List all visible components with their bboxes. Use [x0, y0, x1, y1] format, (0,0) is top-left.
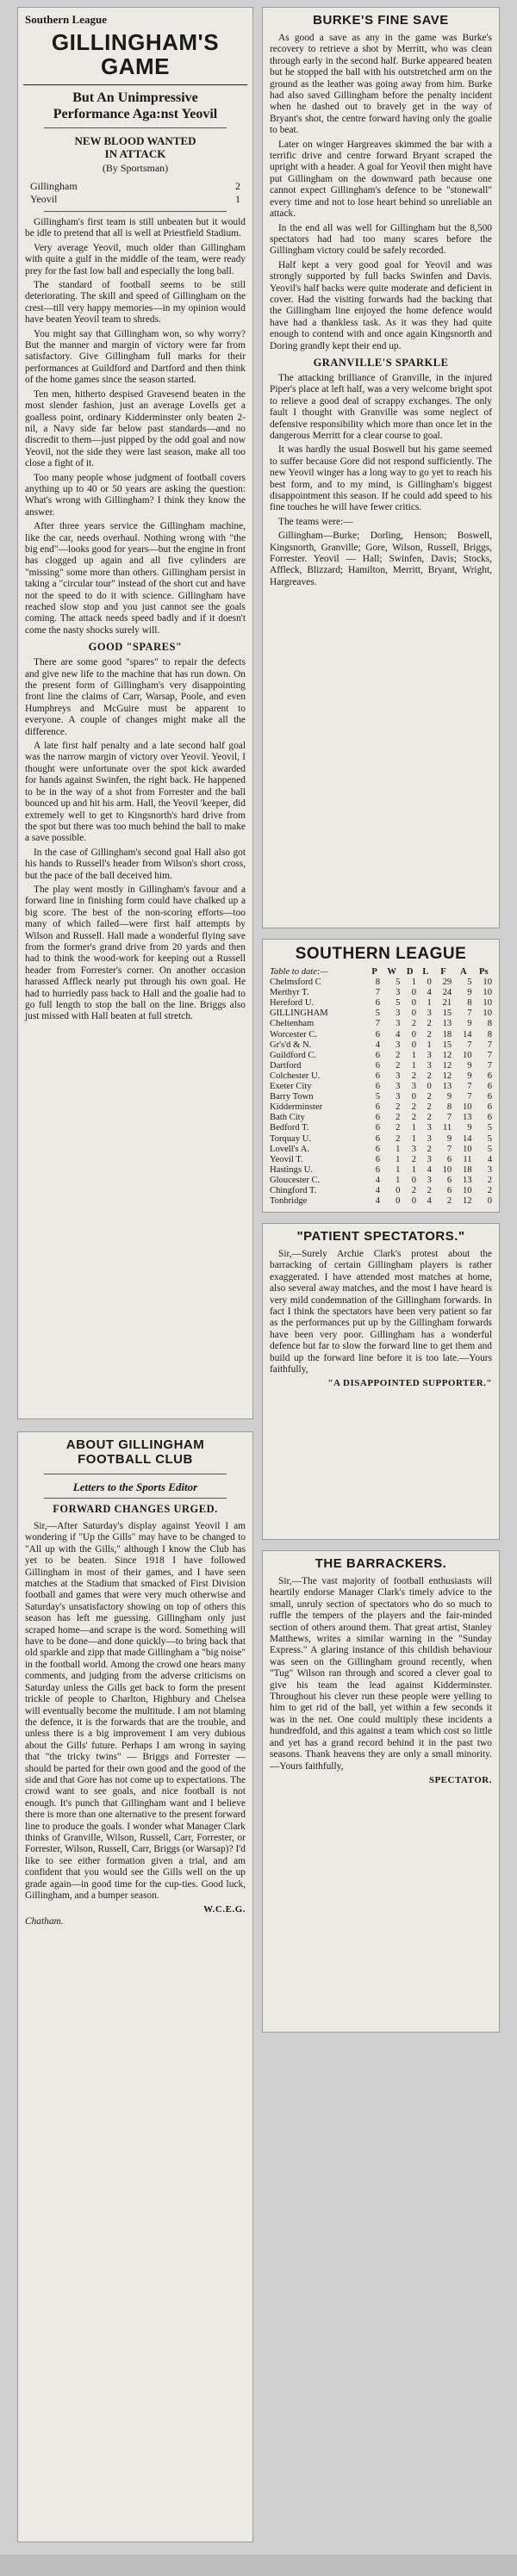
stat-cell: 6 [487, 1102, 492, 1113]
stat-cell: 1 [396, 1164, 401, 1175]
section-heading: GOOD "SPARES" [88, 641, 183, 654]
stat-cell: 3 [427, 1009, 432, 1019]
stat-cell: 1 [411, 1123, 417, 1133]
team-name: Colchester U. [270, 1071, 321, 1081]
stat-cell: 4 [487, 1154, 492, 1164]
stat-cell: 3 [411, 1144, 417, 1154]
stat-cell: 5 [396, 978, 401, 988]
stat-cell: 10 [462, 1144, 472, 1154]
score-row: Yeovil 1 [30, 193, 240, 205]
stat-cell: 5 [487, 1144, 492, 1154]
signature: SPECTATOR. [428, 1774, 492, 1785]
stat-cell: 7 [467, 1009, 472, 1019]
stat-cell: 5 [396, 998, 401, 1009]
col-header: D [406, 967, 414, 977]
league-row [268, 1145, 494, 1155]
letter-body [263, 1574, 499, 1791]
stat-cell: 13 [462, 1113, 472, 1123]
stat-cell: 6 [375, 1123, 380, 1133]
stat-cell: 4 [396, 1029, 401, 1040]
stat-cell: 2 [396, 1102, 401, 1113]
stat-cell: 6 [375, 1082, 380, 1092]
clipping-burkes-fine-save [262, 7, 500, 928]
paragraph: The play went mostly in Gillingham's favour and a forward line in finishing form could have chalked up a big score. The best of the non-scoring efforts—too many of which failed—were first half attempts by Wilson and Russell. Hall made a wonderful flying save from the former's grand drive from 20 yards and then had to think the wood-work for keeping out a Russell header from Forrester's corner. On another occasion harassed Affleck nearly put through his own goal. He had to hurriedly pass back to Hall and the goalie had to go full length to stop the ball on the line. Briggs also just missed with Hall beaten at full stretch. [25, 884, 246, 1022]
paragraph: As good a save as any in the game was Burke's recovery to retrieve a shot by Merritt, who was clean through early in the second half. Burke appeared beaten but he stopped the ball with his outstretched arm on the ground as the leather was going away from him. Burke had also saved Gillingham before the penalty incident when he dashed out to bravely get in the way of Bryant's shot, the centre forward having only the goalie to beat. [270, 33, 492, 136]
stat-cell: 2 [446, 1196, 452, 1207]
stat-cell: 6 [375, 1133, 380, 1144]
paragraph: You might say that Gillingham won, so why worry? But the manner and margin of victory were far from satisfactory. Give Gillingham full marks for their performances at Guildford and Dartford and then think of the home games since the season started. [25, 328, 246, 386]
team-name: Cheltenham [270, 1019, 315, 1029]
stat-cell: 5 [467, 978, 472, 988]
teams-lineup: Gillingham—Burke; Dorling, Henson; Boswell, Kingsnorth, Granville; Gore, Wilson, Russell, Briggs, Forrester. Yeovil — Hall; Swinfen, Davis; Stocks, Affleck, Blizzard; Hamilton, Merritt, Bryant, Wright, Hargreaves. [270, 531, 492, 587]
stat-cell: 3 [427, 1060, 432, 1071]
paragraph: Sir,—The vast majority of football enthusiasts will heartily endorse Manager Clark's timely advice to the small, unruly section of spectators who do so much to ruffle the tempers of the players and the fair-minded section of others around them. That great artist, Stanley Matthews, writes a similar warning in the "Sunday Express." A glaring instance of this childish behaviour was seen on the Gillingham ground recently, when "Tug" Wilson ran through and scored a clever goal to give his team the lead against Kidderminster. Throughout his clever run these people were yelling to him to get rid of the ball, yet within a few seconds it was in the net. One could multiply these incidents a hundredfold, and this against a team which cost so little and yet has a grand record behind it in the past two seasons. Thank heavens they are only a small minority.—Yours faithfully, [270, 1576, 492, 1772]
stat-cell: 7 [446, 1113, 452, 1123]
score-box [18, 178, 252, 208]
stat-cell: 3 [487, 1164, 492, 1175]
letter-body [263, 1247, 499, 1394]
section-heading: FORWARD CHANGES URGED. [53, 1503, 218, 1515]
paragraph: Ten men, hitherto despised Gravesend beaten in the most slender fashion, just an average Lovells get a goalless point, ordinary Kidderminster only beaten 2-nil, a Navy side far below past standards—and no discredit to them—just pipped by the odd goal and now Yeovil, not the side they were last season, make all too close a fight of it. [25, 388, 246, 469]
stat-cell: 3 [396, 1040, 401, 1050]
stat-cell: 5 [375, 1009, 380, 1019]
team-name: Tonbridge [270, 1196, 308, 1207]
stat-cell: 6 [375, 1102, 380, 1113]
stat-cell: 7 [467, 1040, 472, 1050]
league-table-wrap [263, 967, 499, 1207]
headline: GILLINGHAM'S GAME [51, 29, 220, 79]
stat-cell: 6 [487, 1113, 492, 1123]
stat-cell: 2 [487, 1185, 492, 1195]
stat-cell: 1 [427, 998, 432, 1009]
clipping-patient-spectators [262, 1223, 500, 1540]
stat-cell: 10 [462, 1050, 472, 1060]
stat-cell: 1 [411, 1050, 417, 1060]
stat-cell: 10 [483, 998, 492, 1009]
league-row [268, 1009, 494, 1019]
stat-cell: 3 [396, 1082, 401, 1092]
stat-cell: 1 [427, 1040, 432, 1050]
paragraph: A late first half penalty and a late second half goal was the narrow margin of victory over Yeovil. Yeovil, I thought were unfortunate over the spot kick awarded for hands against Swinfen, the right back. He happened to be in the way of a shot from Forrester and the ball bounced up and hit his arm. Hall, the Yeovil 'keeper, did extremely well to get to Kingsnorth's hard drive from the spot but there was too much behind the ball to make a save possible. [25, 741, 246, 844]
stat-cell: 2 [427, 1092, 432, 1102]
stat-cell: 4 [427, 1164, 432, 1175]
stat-cell: 6 [375, 1029, 380, 1040]
stat-cell: 3 [396, 1019, 401, 1029]
team-name: Chingford T. [270, 1185, 317, 1195]
paragraph: It was hardly the usual Boswell but his game seemed to suffer because Gore did not respond sufficiently. The new Yeovil winger has a long way to go yet to reach his best form, and to my mind, is Gillingham's biggest disappointment this season. If he could add speed to his fine touches he will have fewer critics. [270, 444, 492, 513]
stat-cell: 0 [411, 1029, 417, 1040]
divider [44, 1498, 227, 1499]
stat-cell: 0 [411, 1009, 417, 1019]
stat-cell: 4 [375, 1196, 380, 1207]
teams-heading: The teams were:— [278, 516, 353, 527]
stat-cell: 6 [375, 998, 380, 1009]
col-header: F [440, 967, 446, 977]
stat-cell: 6 [446, 1185, 452, 1195]
stat-cell: 7 [487, 1060, 492, 1071]
stat-cell: 3 [396, 988, 401, 998]
stat-cell: 0 [427, 978, 432, 988]
article-body [18, 215, 252, 1031]
stat-cell: 3 [396, 1009, 401, 1019]
sub-deck: NEW BLOOD WANTED IN ATTACK [74, 134, 196, 160]
stat-cell: 18 [442, 1029, 452, 1040]
team-name: Torquay U. [270, 1133, 312, 1144]
paragraph: Very average Yeovil, much older than Gillingham with quite a gulf in the middle of the team, were ready prey for the fast low ball and especially the long ball. [25, 242, 246, 276]
stat-cell: 2 [427, 1144, 432, 1154]
league-row [268, 978, 494, 988]
team-name: Chelmsford C [270, 978, 321, 988]
team-name: GILLINGHAM [270, 1009, 328, 1019]
stat-cell: 1 [396, 1144, 401, 1154]
stat-cell: 10 [483, 988, 492, 998]
stat-cell: 10 [462, 1185, 472, 1195]
place: Chatham. [25, 1916, 64, 1927]
stat-cell: 2 [411, 1185, 417, 1195]
kicker: Southern League [25, 13, 107, 26]
stat-cell: 3 [427, 1154, 432, 1164]
signature: W.C.E.G. [203, 1904, 246, 1915]
stat-cell: 3 [427, 1133, 432, 1144]
team-name: Kidderminster [270, 1102, 323, 1113]
stat-cell: 2 [427, 1071, 432, 1081]
stat-cell: 0 [411, 1196, 417, 1207]
league-row [268, 1051, 494, 1061]
stat-cell: 3 [427, 1175, 432, 1185]
team-name: Hastings U. [270, 1164, 314, 1175]
stat-cell: 3 [396, 1092, 401, 1102]
stat-cell: 15 [442, 1009, 452, 1019]
paragraph: Sir,—After Saturday's display against Yeovil I am wondering if "Up the Gills" may have to be changed to "All up with the Gills," although I know the Club has yet to be beaten. Since 1918 I have followed Gillingham in most of their games, and I have seen matches at the Stadium that smacked of First Division football and games that were very much otherwise and Saturday's unsatisfactory showing on top of others this season has left me guessing. Gillingham only just scraped home—and scrape is the word. Something will have to be done—and done quickly—to bring back that old sparkle and zipp that made Gillingham a "big noise" in the football world. Among the crowd one hears many comments, and judging from the adverse criticisms on Saturday unless the Gills get back to form the present trickle of people to Charlton, Highbury and Chelsea will eventually become the multitude. I am not blaming the defence, it is the forwards that are the trouble, and unless there is a big improvement I am very dubious about the Gills' future. Perhaps I am wrong in saying that "the tricky twins" — Briggs and Forrester — should be parted for their own good and the good of the side and that Gore has not come up to expectations. The crowd want to see goals, and nice football is not enough. It's punch that Gillingham want and I believe there is more than one alternative to the present forward line to produce the goals. I wonder what Manager Clark thinks of Granville, Wilson, Russell, Carr, Forrester, or Forrester, Wilson, Russell, Carr, Briggs (or Warsap)? I'd like to see either formation given a trial, and am confident that you would see the Gills well on the up grade again—in good time for the cup-ties. Good luck, Gillingham, and a bumper season. [25, 1521, 246, 1901]
stat-cell: 11 [442, 1123, 452, 1133]
league-row [268, 1186, 494, 1196]
stat-cell: 1 [396, 1175, 401, 1185]
stat-cell: 0 [396, 1185, 401, 1195]
col-header: W [387, 967, 396, 977]
stat-cell: 6 [487, 1082, 492, 1092]
stat-cell: 10 [462, 1102, 472, 1113]
stat-cell: 2 [427, 1029, 432, 1040]
stat-cell: 2 [487, 1175, 492, 1185]
stat-cell: 9 [446, 1133, 452, 1144]
league-row [268, 1019, 494, 1029]
team-name: Lovell's A. [270, 1144, 310, 1154]
team-name: Hereford U. [270, 998, 315, 1009]
signature: "A DISAPPOINTED SUPPORTER." [327, 1378, 492, 1389]
stat-cell: 9 [467, 1071, 472, 1081]
stat-cell: 3 [411, 1082, 417, 1092]
stat-cell: 3 [396, 1071, 401, 1081]
league-row [268, 998, 494, 1009]
team-name: Guildford C. [270, 1050, 317, 1060]
article-body [263, 31, 499, 596]
stat-cell: 12 [442, 1071, 452, 1081]
letter-heading: "PATIENT SPECTATORS." [296, 1229, 465, 1244]
league-row [268, 1165, 494, 1176]
stat-cell: 0 [411, 1092, 417, 1102]
stat-cell: 1 [396, 1154, 401, 1164]
col-header: P [371, 967, 377, 977]
league-subtitle: Table to date:— [270, 967, 328, 977]
stat-cell: 6 [487, 1092, 492, 1102]
league-row [268, 1092, 494, 1102]
stat-cell: 6 [375, 1164, 380, 1175]
stat-cell: 3 [427, 1123, 432, 1133]
team-name: Barry Town [270, 1092, 314, 1102]
stat-cell: 6 [375, 1154, 380, 1164]
stat-cell: 6 [375, 1060, 380, 1071]
clipping-southern-league-table [262, 939, 500, 1213]
col-header: Ps [478, 967, 489, 977]
stat-cell: 5 [375, 1092, 380, 1102]
paragraph: After three years service the Gillingham machine, like the car, needs overhaul. Nothing wrong with "the big end"—looks good for years—but the engine in front has clogged up again and all five cylinders are "missing" some more than others. Gillingham persist in taking a "circular tour" instead of the short cut and have not the speed to do it with science. Gillingham have reached slow stop and you just cannot see the goals coming. The attack needs speed badly and if it doesn't come the nasty shocks surely will. [25, 521, 246, 636]
stat-cell: 6 [375, 1050, 380, 1060]
league-row [268, 1134, 494, 1145]
clipping-the-barrackers [262, 1550, 500, 2033]
paragraph: The attacking brilliance of Granville, in the injured Piper's place at left half, was a very welcome bright spot to relieve a good deal of scrappy exchanges. The only fault I thought with Granville was some neglect of defensive responsibility which more than once let in the dangerous Merritt for a clear course to goal. [270, 372, 492, 441]
stat-cell: 0 [411, 1175, 417, 1185]
divider [23, 84, 247, 85]
stat-cell: 2 [427, 1185, 432, 1195]
stat-cell: 8 [487, 1029, 492, 1040]
stat-cell: 2 [411, 1113, 417, 1123]
divider [44, 211, 227, 212]
stat-cell: 24 [442, 988, 452, 998]
paragraph: Too many people whose judgment of football covers anything up to 40 or 50 years are asking the question: What's wrong with Gillingham? I think they know the answer. [25, 472, 246, 518]
stat-cell: 5 [487, 1133, 492, 1144]
stat-cell: 9 [467, 1060, 472, 1071]
stat-cell: 18 [462, 1164, 472, 1175]
byline: (By Sportsman) [102, 162, 169, 174]
league-title: SOUTHERN LEAGUE [295, 945, 467, 963]
paragraph: The standard of football seems to be still deteriorating. The skill and speed of Gillingham on the crest—till very happy memories—in my opinion would have beaten Yeovil team to shreds. [25, 280, 246, 326]
stat-cell: 8 [487, 1019, 492, 1029]
paragraph: There are some good "spares" to repair the defects and give new life to the machine that has run down. On the present form of Gillingham's very disappointing front line the claims of Carr, Warsap, Poole, and even Humphreys and McGuire must be apparent to everyone. A couple of changes might make all the difference. [25, 657, 246, 737]
stat-cell: 5 [487, 1123, 492, 1133]
stat-cell: 13 [442, 1082, 452, 1092]
league-header-row [268, 967, 494, 978]
deck: Letters to the Sports Editor [72, 1480, 198, 1493]
team-name: Yeovil T. [270, 1154, 303, 1164]
paragraph: In the end all was well for Gillingham but the 8,500 spectators had had too many scares before the Gillingham victory could be safely recorded. [270, 222, 492, 257]
league-row [268, 1040, 494, 1051]
stat-cell: 7 [487, 1040, 492, 1050]
stat-cell: 2 [396, 1050, 401, 1060]
stat-cell: 12 [442, 1060, 452, 1071]
stat-cell: 6 [446, 1175, 452, 1185]
stat-cell: 10 [483, 978, 492, 988]
stat-cell: 14 [462, 1029, 472, 1040]
stat-cell: 0 [411, 988, 417, 998]
stat-cell: 14 [462, 1133, 472, 1144]
stat-cell: 2 [427, 1019, 432, 1029]
stat-cell: 15 [442, 1040, 452, 1050]
team-name: Bedford T. [270, 1123, 309, 1133]
stat-cell: 0 [487, 1196, 492, 1207]
stat-cell: 10 [442, 1164, 452, 1175]
stat-cell: 13 [442, 1019, 452, 1029]
league-table [268, 967, 494, 1207]
stat-cell: 11 [463, 1154, 472, 1164]
stat-cell: 2 [411, 1071, 417, 1081]
team-name: Gloucester C. [270, 1175, 321, 1185]
stat-cell: 7 [375, 1019, 380, 1029]
stat-cell: 7 [446, 1144, 452, 1154]
stat-cell: 6 [487, 1071, 492, 1081]
league-row [268, 1155, 494, 1165]
stat-cell: 0 [427, 1082, 432, 1092]
clipping-gillinghams-game [17, 7, 253, 1419]
stat-cell: 2 [411, 1102, 417, 1113]
stat-cell: 7 [375, 988, 380, 998]
team-name: Worcester C. [270, 1029, 318, 1040]
stat-cell: 2 [396, 1113, 401, 1123]
paragraph: Gillingham's first team is still unbeaten but it would be idle to pretend that all is well at Priestfield Stadium. [25, 217, 246, 239]
league-row [268, 1113, 494, 1123]
stat-cell: 2 [411, 1154, 417, 1164]
stat-cell: 9 [467, 1019, 472, 1029]
stat-cell: 4 [375, 1175, 380, 1185]
col-header: L [422, 967, 429, 977]
league-row [268, 1030, 494, 1040]
stat-cell: 2 [396, 1133, 401, 1144]
section-heading: GRANVILLE'S SPARKLE [313, 356, 449, 369]
league-row [268, 1102, 494, 1113]
league-row [268, 1061, 494, 1071]
stat-cell: 6 [375, 1071, 380, 1081]
stat-cell: 4 [375, 1040, 380, 1050]
stat-cell: 2 [427, 1113, 432, 1123]
stat-cell: 2 [396, 1060, 401, 1071]
league-row [268, 1196, 494, 1207]
stat-cell: 8 [446, 1102, 452, 1113]
stat-cell: 13 [462, 1175, 472, 1185]
league-body [268, 978, 494, 1207]
stat-cell: 4 [427, 988, 432, 998]
stat-cell: 12 [442, 1050, 452, 1060]
stat-cell: 2 [427, 1102, 432, 1113]
league-row [268, 1082, 494, 1092]
stat-cell: 21 [442, 998, 452, 1009]
stat-cell: 2 [396, 1123, 401, 1133]
stat-cell: 8 [467, 998, 472, 1009]
paragraph: In the case of Gillingham's second goal Hall also got his hands to Russell's header from Wilson's short cross, but the pace of the ball deceived him. [25, 847, 246, 881]
league-row [268, 1071, 494, 1082]
stat-cell: 1 [411, 978, 417, 988]
stat-cell: 1 [411, 1164, 417, 1175]
stat-cell: 29 [442, 978, 452, 988]
letter-heading: THE BARRACKERS. [315, 1556, 447, 1571]
paragraph: Later on winger Hargreaves skimmed the bar with a terrific drive and centre forward Bryant scraped the upright with a header. A goal for Yeovil then might have put Gillingham on the downward path because one cannot expect Gillingham's defence to be "stonewall" every time and not to lose heart behind so unreliable an attack. [270, 139, 492, 220]
stat-cell: 9 [446, 1092, 452, 1102]
divider [44, 127, 227, 128]
stat-cell: 6 [375, 1113, 380, 1123]
stat-cell: 6 [375, 1144, 380, 1154]
stat-cell: 0 [411, 998, 417, 1009]
team-name: Dartford [270, 1060, 302, 1071]
team-name: Bath City [270, 1113, 305, 1123]
stat-cell: 1 [411, 1060, 417, 1071]
stat-cell: 8 [375, 978, 380, 988]
stat-cell: 9 [467, 1123, 472, 1133]
stat-cell: 7 [487, 1050, 492, 1060]
stat-cell: 6 [446, 1154, 452, 1164]
stat-cell: 7 [467, 1092, 472, 1102]
letter-body [18, 1519, 252, 1932]
stat-cell: 9 [467, 988, 472, 998]
stat-cell: 1 [411, 1133, 417, 1144]
league-row [268, 988, 494, 998]
paragraph: Half kept a very good goal for Yeovil and was strongly supported by full backs Swinfen and Davis. Yeovil's half backs were quite moderate and deficient in cover. Had the visiting forwards had the backing that the Gillingham line enjoyed the home defence would have had a thankless task. As it was they had quite enough to contend with and once again Kingsnorth and Doring grandly kept their end up. [270, 259, 492, 351]
stat-cell: 4 [375, 1185, 380, 1195]
team-name: Merthyr T. [270, 988, 309, 998]
clipping-about-gillingham-football-club [17, 1431, 253, 2542]
stat-cell: 12 [462, 1196, 472, 1207]
league-row [268, 1123, 494, 1133]
stat-cell: 0 [396, 1196, 401, 1207]
stat-cell: 10 [483, 1009, 492, 1019]
league-row [268, 1176, 494, 1186]
deck: But An Unimpressive Performance Aga:nst Yeovil [53, 90, 218, 121]
stat-cell: 2 [411, 1019, 417, 1029]
letter-heading: ABOUT GILLINGHAM FOOTBALL CLUB [65, 1437, 205, 1467]
stat-cell: 3 [427, 1050, 432, 1060]
score-row: Gillingham 2 [30, 180, 240, 192]
stat-cell: 7 [467, 1082, 472, 1092]
team-name: Gr's'd & N. [270, 1040, 312, 1050]
scan-bottom-edge [0, 2554, 517, 2576]
paragraph: Sir,—Surely Archie Clark's protest about the barracking of certain Gillingham players is rather exaggerated. I have attended most matches at home, also several away matches, and the most I have heard is very mild condemnation of the Gillingham forwards. In fact I think the spectators have been very patient so far as the performances put up by the Gillingham forwards have been very poor. Gillingham has a wonderful defence but far to slow the forward line to get them and build up the forward line before it is too late.—Yours faithfully, [270, 1249, 492, 1375]
team-name: Exeter City [270, 1082, 312, 1092]
stat-cell: 0 [411, 1040, 417, 1050]
article-heading: BURKE'S FINE SAVE [313, 13, 449, 28]
stat-cell: 4 [427, 1196, 432, 1207]
col-header: A [460, 967, 467, 977]
